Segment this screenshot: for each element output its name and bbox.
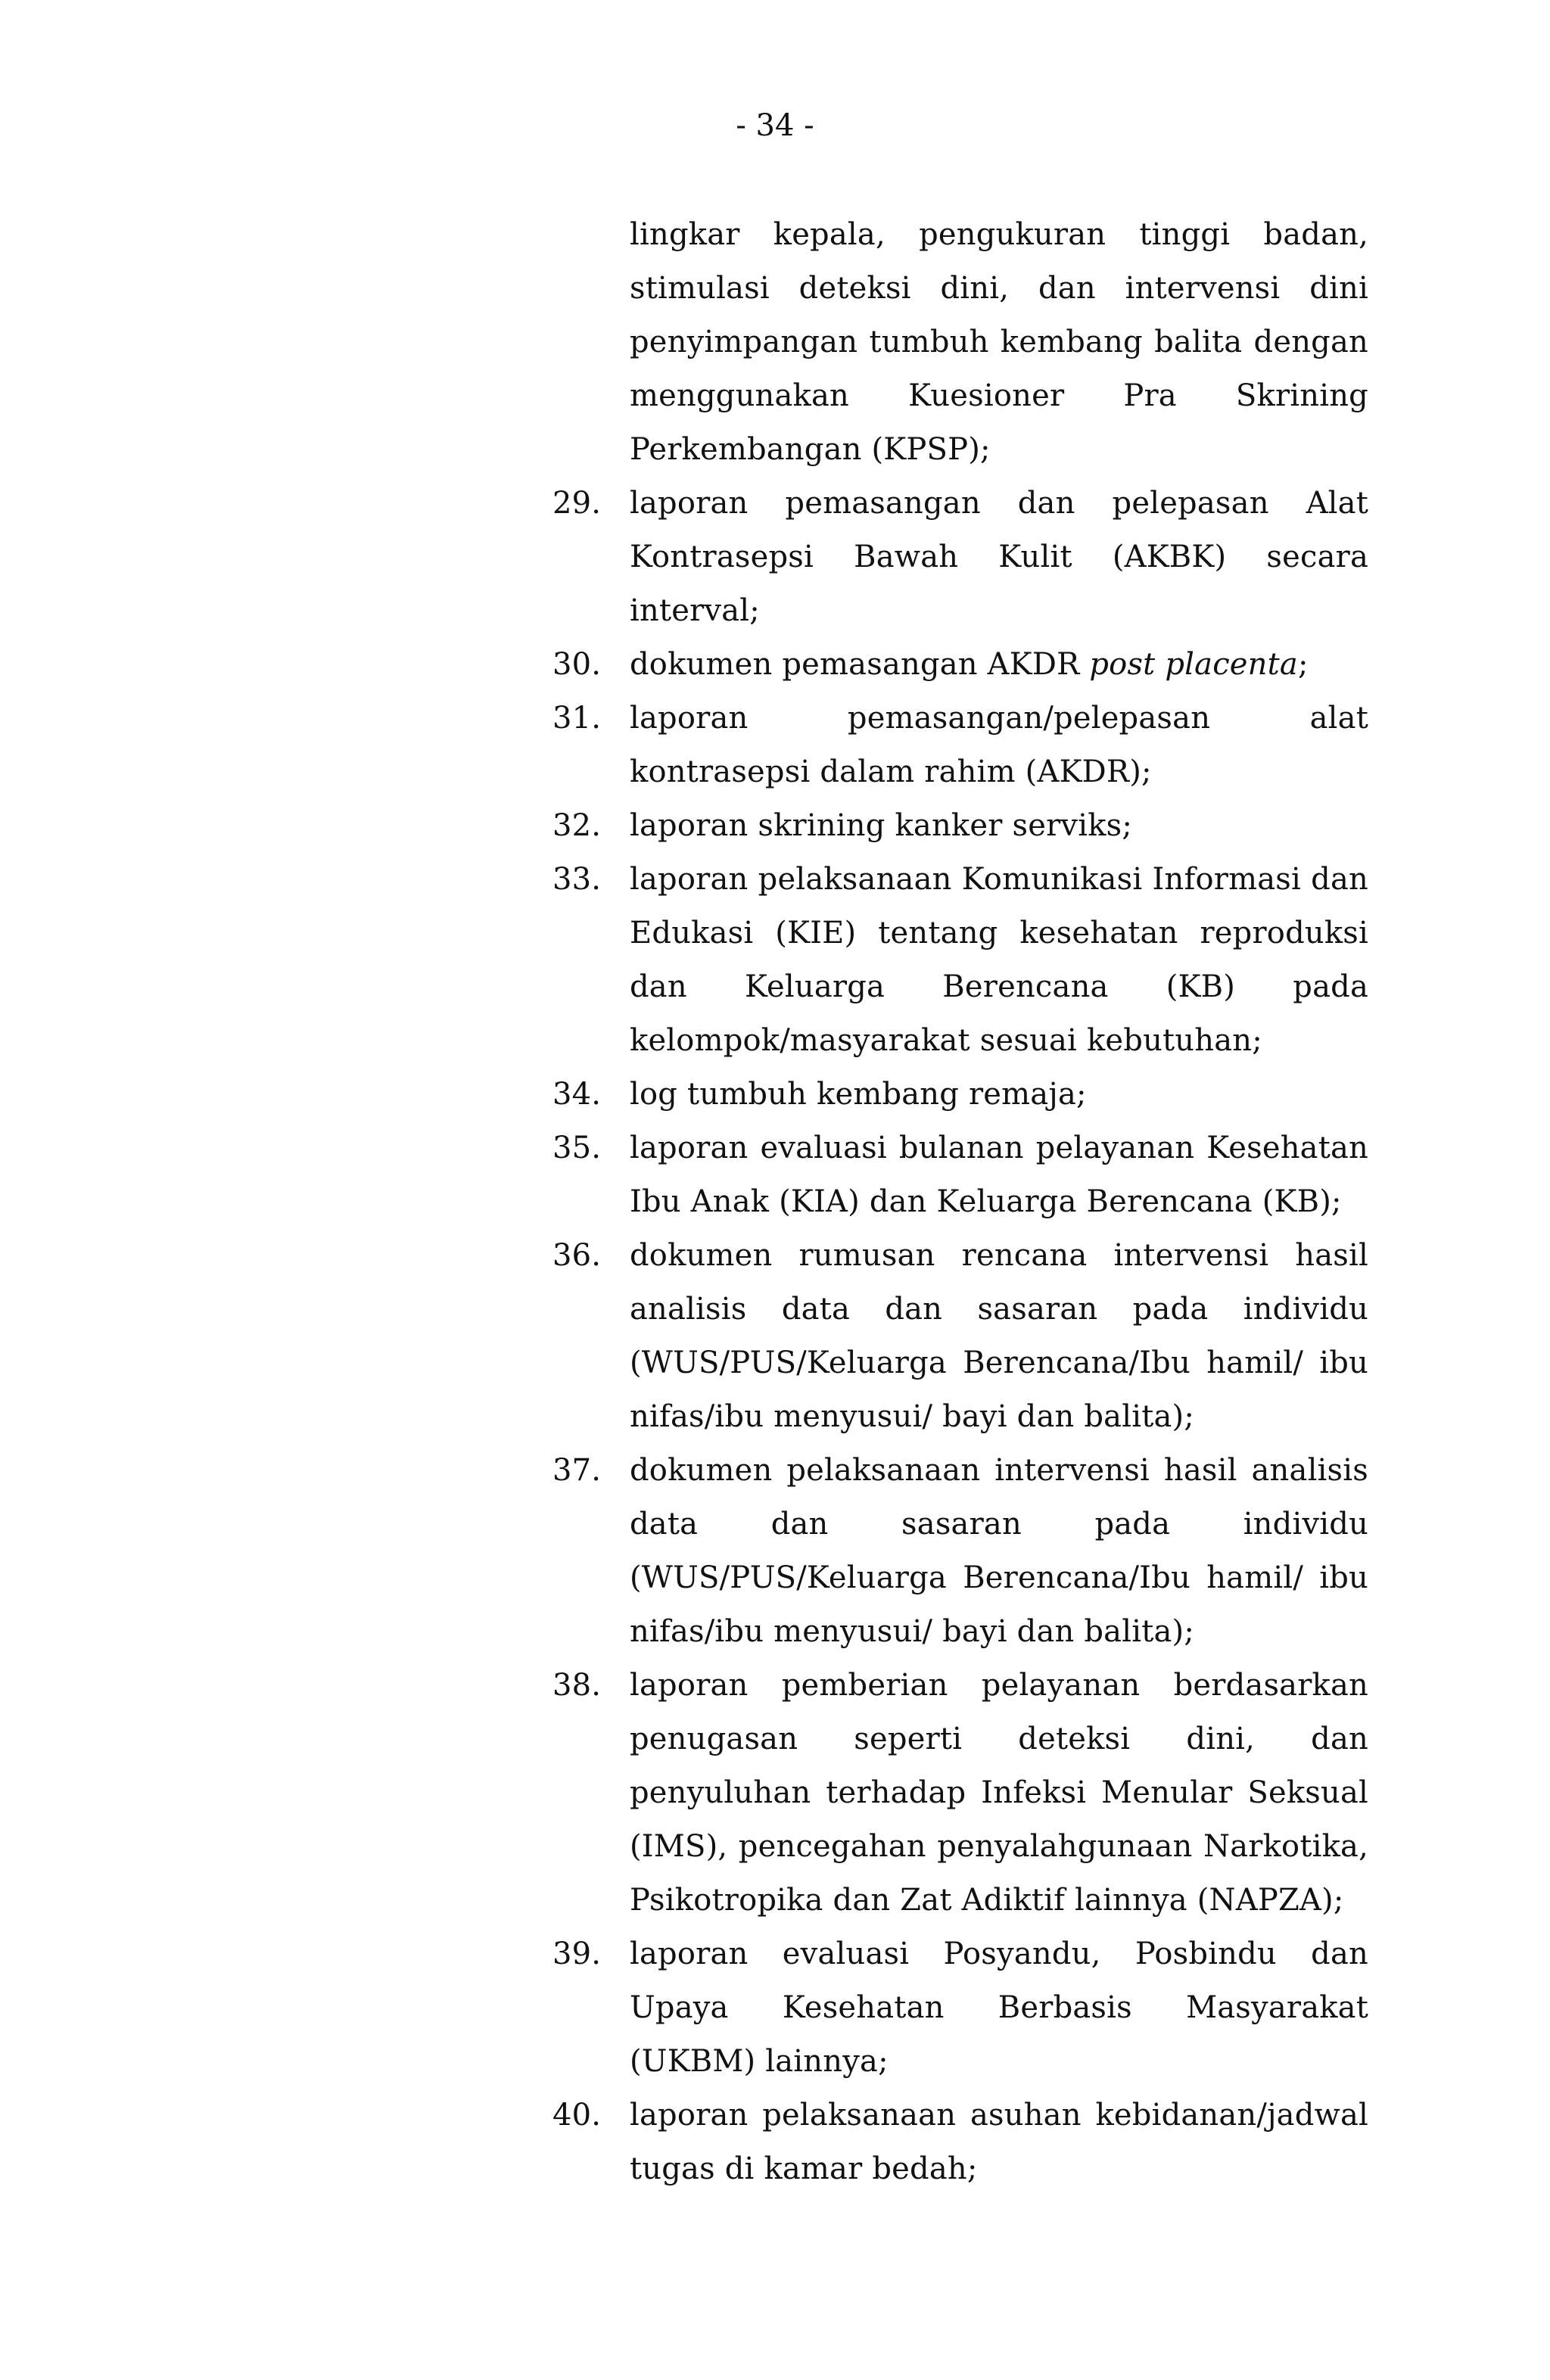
list-item-text: laporan pelaksanaan Komunikasi Informasi dan Edukasi (KIE) tentang kesehatan reproduksi dan Keluarga Berencana (KB) pada kelompok/masyarakat sesuai kebutuhan; [630,862,1368,1058]
list-item-text: laporan pemasangan dan pelepasan Alat Kontrasepsi Bawah Kulit (AKBK) secara interval; [630,486,1368,628]
list-item-number: 31. [552,701,602,736]
list-item-number: 29. [552,486,602,521]
list-item-34 [552,1068,1368,1122]
list-item-number: 38. [552,1668,602,1703]
list-item-number: 32. [552,808,602,843]
list-item-number: 30. [552,647,602,682]
list-item-number: 34. [552,1077,602,1112]
list-item-number: 36. [552,1238,602,1273]
list-item-text: laporan evaluasi Posyandu, Posbindu dan Upaya Kesehatan Berbasis Masyarakat (UKBM) lainnya; [630,1937,1368,2079]
list-item-text: laporan pemberian pelayanan berdasarkan penugasan seperti deteksi dini, dan penyuluhan terhadap Infeksi Menular Seksual (IMS), pencegahan penyalahgunaan Narkotika, Psikotropika dan Zat Adiktif lainnya (NAPZA); [630,1668,1368,1918]
list-item-37 [552,1444,1368,1659]
list-item-text-italic: post placenta [1089,647,1298,682]
list-item-38 [552,1659,1368,1927]
list-item-30 [552,638,1368,692]
list-item-36 [552,1229,1368,1444]
list-item-text: dokumen pelaksanaan intervensi hasil analisis data dan sasaran pada individu (WUS/PUS/Keluarga Berencana/Ibu hamil/ ibu nifas/ibu menyusui/ bayi dan balita); [630,1453,1368,1649]
page-number: - 34 - [736,108,814,143]
list-item-text: laporan pemasangan/pelepasan alat kontrasepsi dalam rahim (AKDR); [630,701,1368,789]
list-item-text-plain: dokumen pemasangan AKDR [630,647,1090,682]
list-item-text: log tumbuh kembang remaja; [630,1077,1087,1112]
list-item-text-end: ; [1297,647,1309,682]
list-item-39 [552,1927,1368,2089]
document-list [552,208,1368,2196]
list-item-number: 35. [552,1131,602,1165]
list-item-text: laporan skrining kanker serviks; [630,808,1133,843]
list-item-text: laporan pelaksanaan asuhan kebidanan/jadwal tugas di kamar bedah; [630,2098,1368,2186]
list-item-text [630,638,1368,692]
list-item-number: 37. [552,1453,602,1488]
list-item-number: 40. [552,2098,602,2133]
list-item-33 [552,853,1368,1068]
list-item-text: dokumen rumusan rencana intervensi hasil analisis data dan sasaran pada individu (WUS/PUS/Keluarga Berencana/Ibu hamil/ ibu nifas/ibu menyusui/ bayi dan balita); [630,1238,1368,1434]
list-item-continuation: lingkar kepala, pengukuran tinggi badan, stimulasi deteksi dini, dan intervensi dini penyimpangan tumbuh kembang balita dengan menggunakan Kuesioner Pra Skrining Perkembangan (KPSP); [630,217,1368,467]
list-item-31 [552,692,1368,799]
list-item-29 [552,477,1368,638]
list-item-32 [552,799,1368,853]
list-item-number: 33. [552,862,602,897]
list-item-40 [552,2089,1368,2196]
list-item-number: 39. [552,1937,602,1971]
list-item-35 [552,1122,1368,1229]
list-item-text: laporan evaluasi bulanan pelayanan Kesehatan Ibu Anak (KIA) dan Keluarga Berencana (KB); [630,1131,1368,1219]
